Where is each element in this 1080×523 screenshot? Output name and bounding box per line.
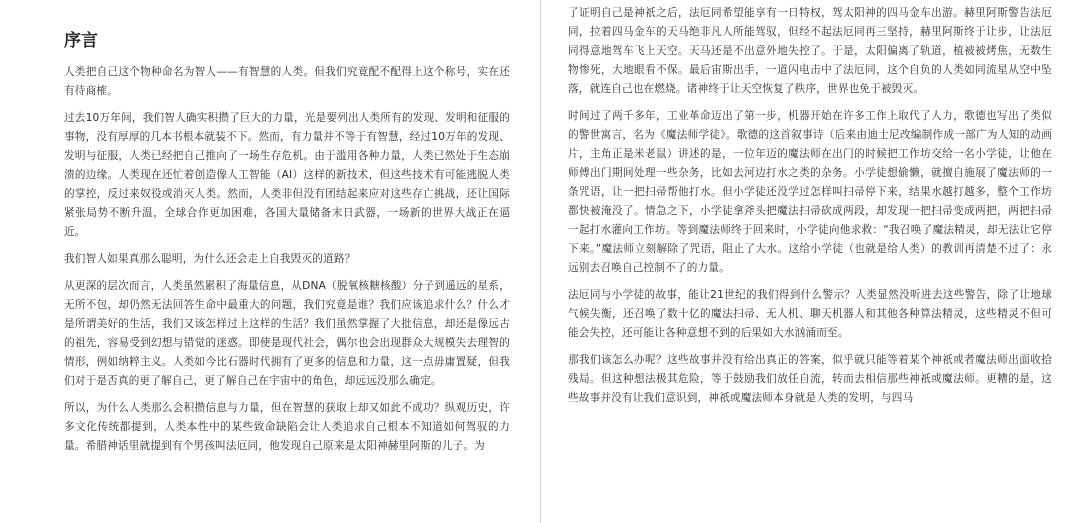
paragraph: 过去10万年间，我们智人确实积攒了巨大的力量，光是要列出人类所有的发现、发明和征服的事物，没有厚厚的几本书根本就装不下。然而，有力量并不等于有智慧，经过10万年的发现、发明与征服，人类已经把自己推向了一场生存危机。由于滥用各种力量，人类已然处于生态崩溃的边缘。人类现在还忙着创造像人工智能（AI）这样的新技术，但这些技术有可能逃脱人类的掌控，反过来奴役或消灭人类。然而，人类非但没有团结起来应对这些存亡挑战，还让国际紧张局势不断升温，全球合作更加困难，各国大量储备末日武器，一场新的世界大战正在逼近。 xyxy=(64,112,510,238)
paragraph: 时间过了两千多年，工业革命迈出了第一步，机器开始在许多工作上取代了人力，歌德也写出了类似的警世寓言，名为《魔法师学徒》。歌德的这首叙事诗（后来由迪士尼改编制作成一部广为人知的动画片，主角正是米老鼠）讲述的是，一位年迈的魔法师在出门的时候把工作坊交给一名小学徒，让他在师傅出门期间处理一些杂务，比如去河边打水之类的杂务。小学徒想偷懒，就擅自施展了魔法师的一条咒语，让一把扫帚帮他打水。但小学徒还没学过怎样叫扫帚停下来，结果水越打越多，整个工作坊都快被淹没了。情急之下，小学徒拿斧头把魔法扫帚砍成两段，却发现一把扫帚变成两把，两把扫帚一起打水灌向工作坊。等到魔法师终于回来时，小学徒向他求救：“我召唤了魔法精灵，却无法让它停下来。”魔法师立刻解除了咒语，阻止了大水。这给小学徒（也就是给人类）的教训再清楚不过了：永远别去召唤自己控制不了的力量。 xyxy=(568,110,1052,274)
paragraph: 从更深的层次而言，人类虽然累积了海量信息，从DNA（脱氧核糖核酸）分子到遥远的星系，无所不包，却仍然无法回答生命中最重大的问题，我们究竟是谁？我们应该追求什么？什么才是所谓美好的生活，我们又该怎样过上这样的生活？我们虽然掌握了大批信息，却还是像远古的祖先，容易受到幻想与错觉的迷惑。即使是现代社会，偶尔也会出现群众大规模失去理智的情形，例如纳粹主义。人类如今比石器时代拥有了更多的信息和力量，这一点毋庸置疑，但我们对于是否真的更了解自己，更了解自己在宇宙中的角色，却远远没那么确定。 xyxy=(64,280,510,387)
paragraph: 我们智人如果真那么聪明，为什么还会走上自我毁灭的道路？ xyxy=(64,253,356,265)
paragraph: 了证明自己是神祇之后，法厄同希望能享有一日特权，驾太阳神的四马金车出游。赫里阿斯警告法厄同，拉着四马金车的天马绝非凡人所能驾驭，但经不起法厄同再三坚持，赫里阿斯终于让步，让法厄同得意地驾车飞上天空。天马还是不出意外地失控了。于是，太阳偏离了轨道，植被被烤焦，无数生物惨死，大地眼看不保。最后宙斯出手，一道闪电击中了法厄同，这个自负的人类如同流星从空中坠落，就连自己也在燃烧。诸神终于让天空恢复了秩序，世界也免于被毁灭。 xyxy=(568,7,1052,95)
chapter-title: 序言 xyxy=(64,31,98,51)
paragraph: 那我们该怎么办呢？这些故事并没有给出真正的答案，似乎就只能等着某个神祇或者魔法师出面收拾残局。但这种想法极其危险，等于鼓励我们放任自流，转而去相信那些神祇或魔法师。更糟的是，这些故事并没有让我们意识到，神祇或魔法师本身就是人类的发明，与四马 xyxy=(568,354,1052,404)
paragraph: 所以，为什么人类那么会积攒信息与力量，但在智慧的获取上却又如此不成功？纵观历史，许多文化传统都提到，人类本性中的某些致命缺陷会让人类追求自己根本不知道如何驾驭的力量。希腊神话里就提到有个男孩叫法厄同，他发现自己原来是太阳神赫里阿斯的儿子。为 xyxy=(64,402,510,452)
paragraph: 人类把自己这个物种命名为智人——有智慧的人类。但我们究竟配不配得上这个称号，实在还有待商榷。 xyxy=(64,66,510,97)
right-page xyxy=(540,0,1080,523)
paragraph: 法厄同与小学徒的故事，能让21世纪的我们得到什么警示？人类显然没听进去这些警告，除了让地球气候失衡，还召唤了数十亿的魔法扫帚、无人机、聊天机器人和其他各种算法精灵，这些精灵不但可能会失控，还可能让各种意想不到的后果如大水汹涌而至。 xyxy=(568,289,1052,339)
